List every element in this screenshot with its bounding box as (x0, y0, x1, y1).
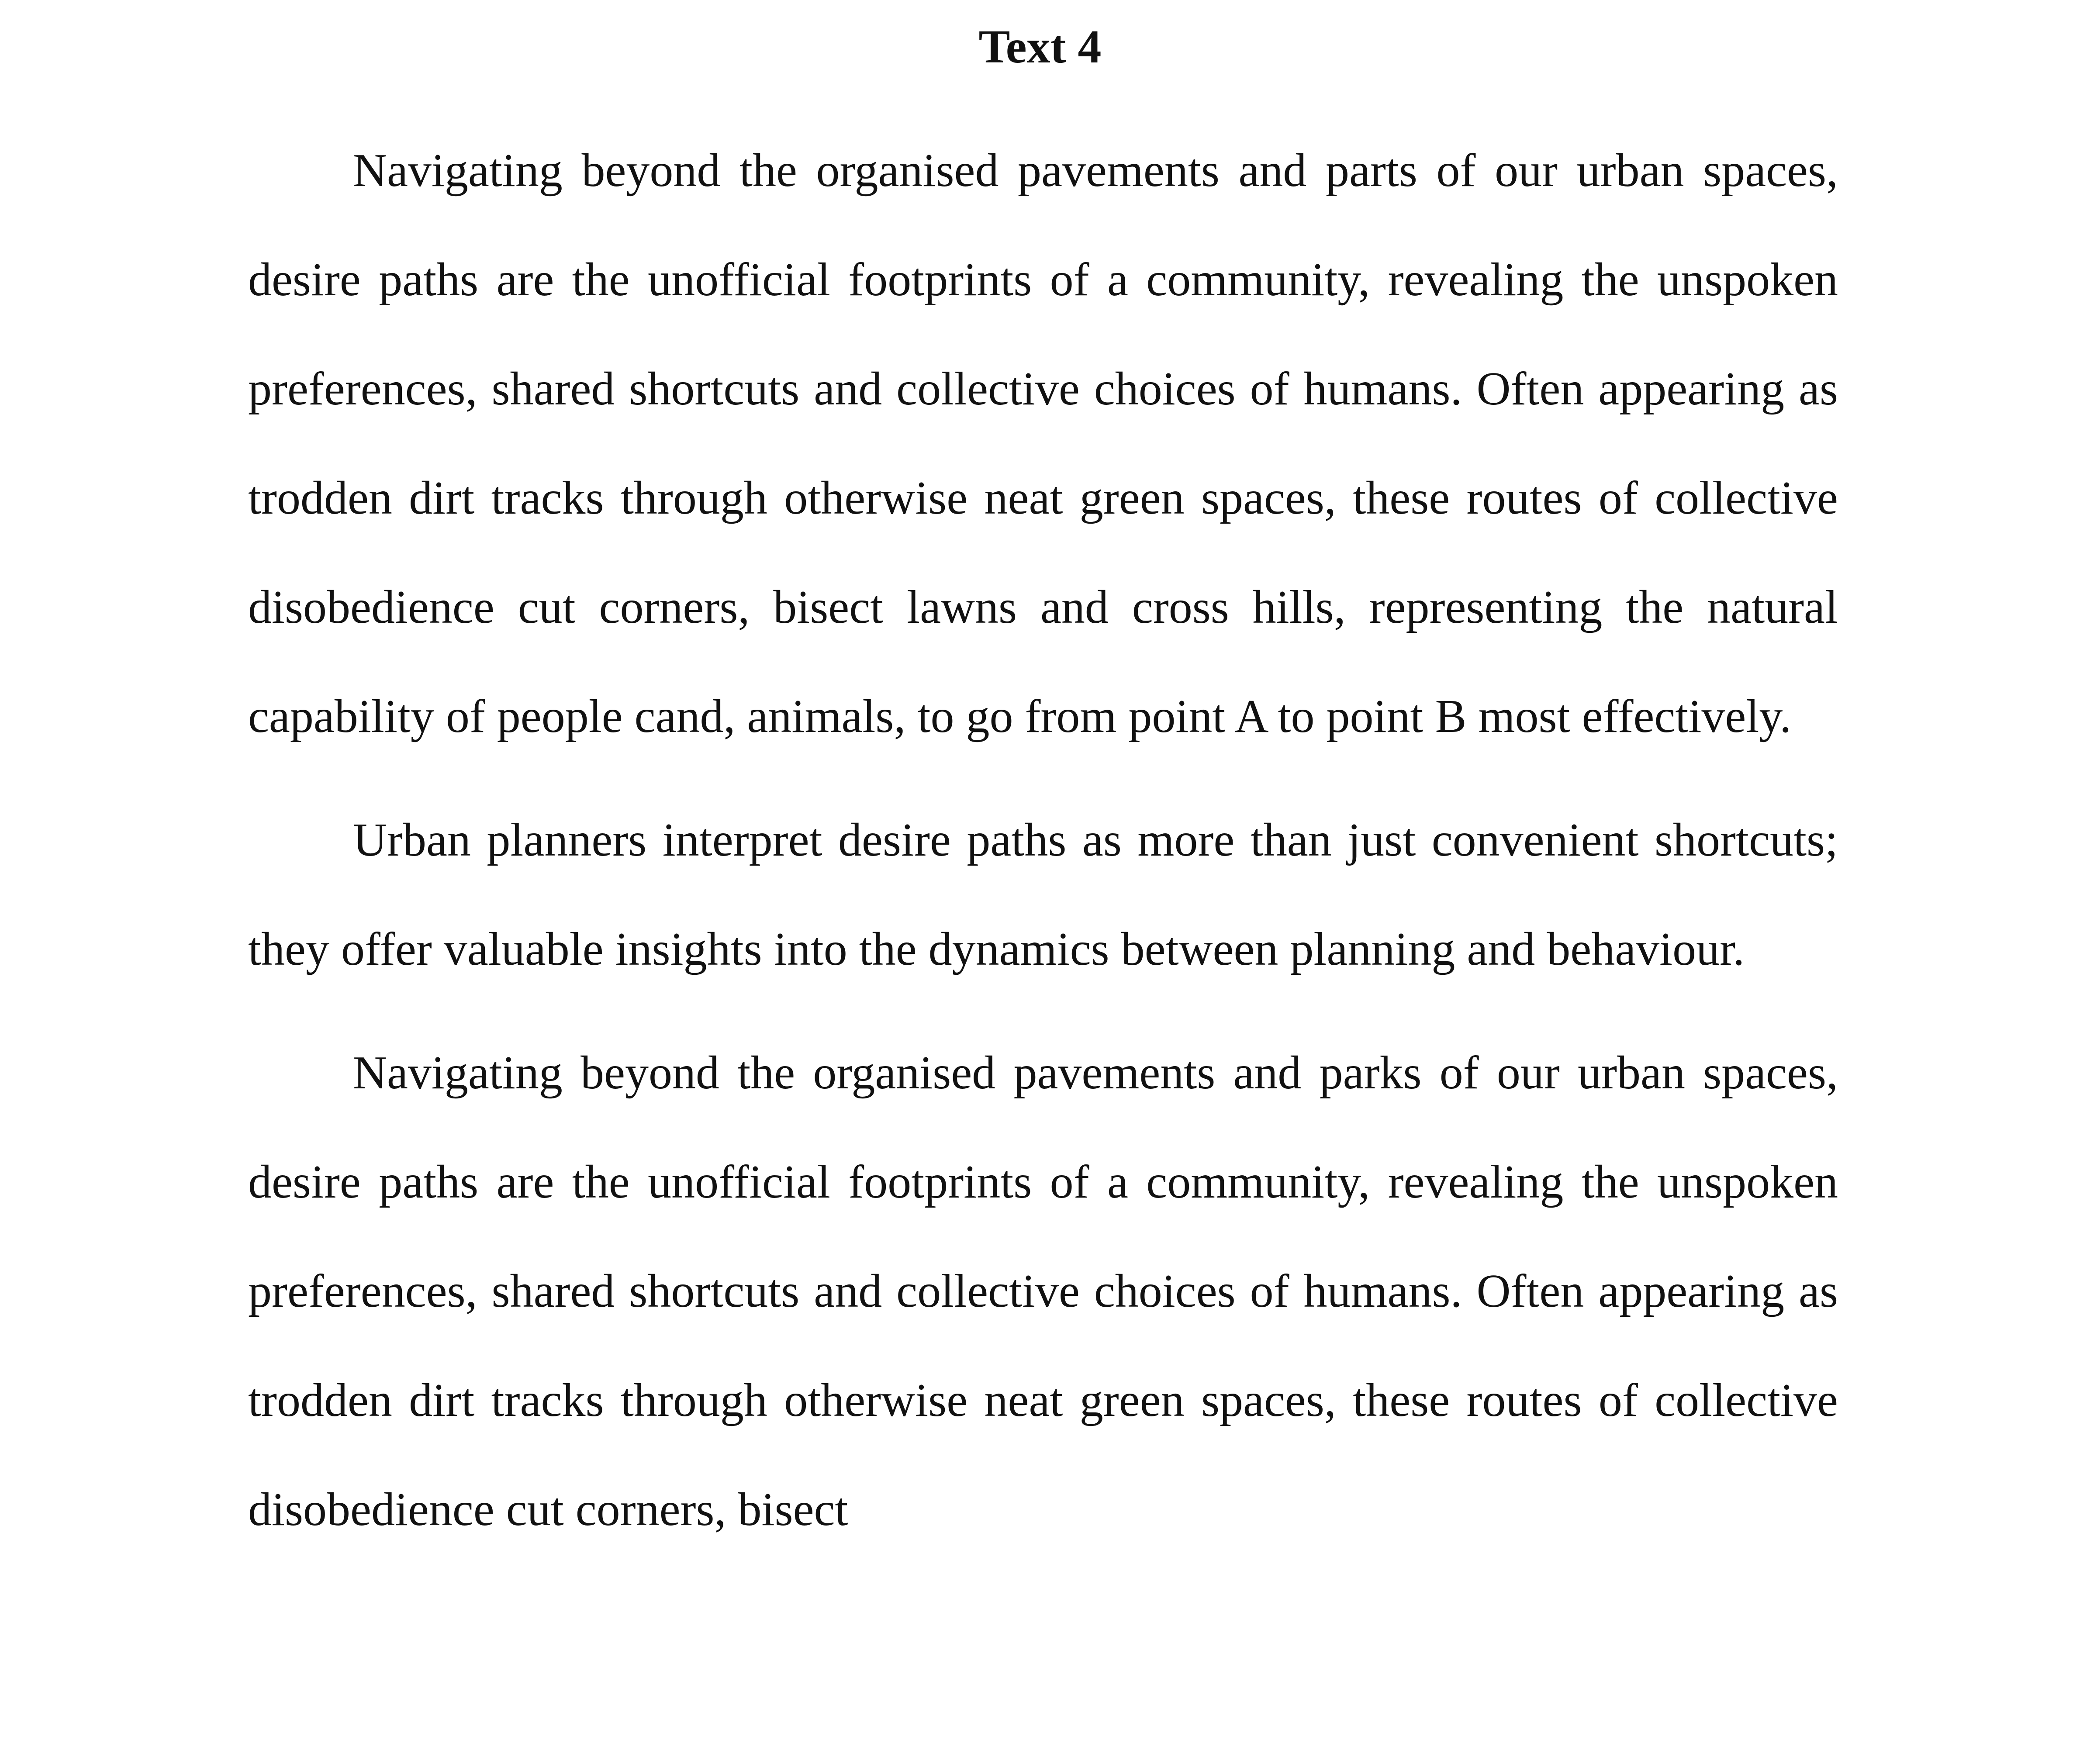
document-title: Text 4 (978, 21, 1102, 73)
paragraph-3: Navigating beyond the organised pavements and parks of our urban spaces, desire paths are the unofficial footprints of a community, revealing the unspoken preferences, shared shortcuts and collective choices of humans. Often appearing as trodden dirt tracks through otherwise neat green spaces, these routes of collective disobedience cut corners, bisect (248, 1047, 1838, 1536)
paragraph-1: Navigating beyond the organised pavements and parts of our urban spaces, desire paths are the unofficial footprints of a community, revealing the unspoken preferences, shared shortcuts and collective choices of humans. Often appearing as trodden dirt tracks through otherwise neat green spaces, these routes of collective disobedience cut corners, bisect lawns and cross hills, representing the natural capability of people cand, animals, to go from point A to point B most effectively. (248, 145, 1838, 742)
paragraph-2: Urban planners interpret desire paths as more than just convenient shortcuts; they offer valuable insights into the dynamics between planning and behaviour. (248, 814, 1838, 975)
document-body (248, 116, 1838, 1579)
